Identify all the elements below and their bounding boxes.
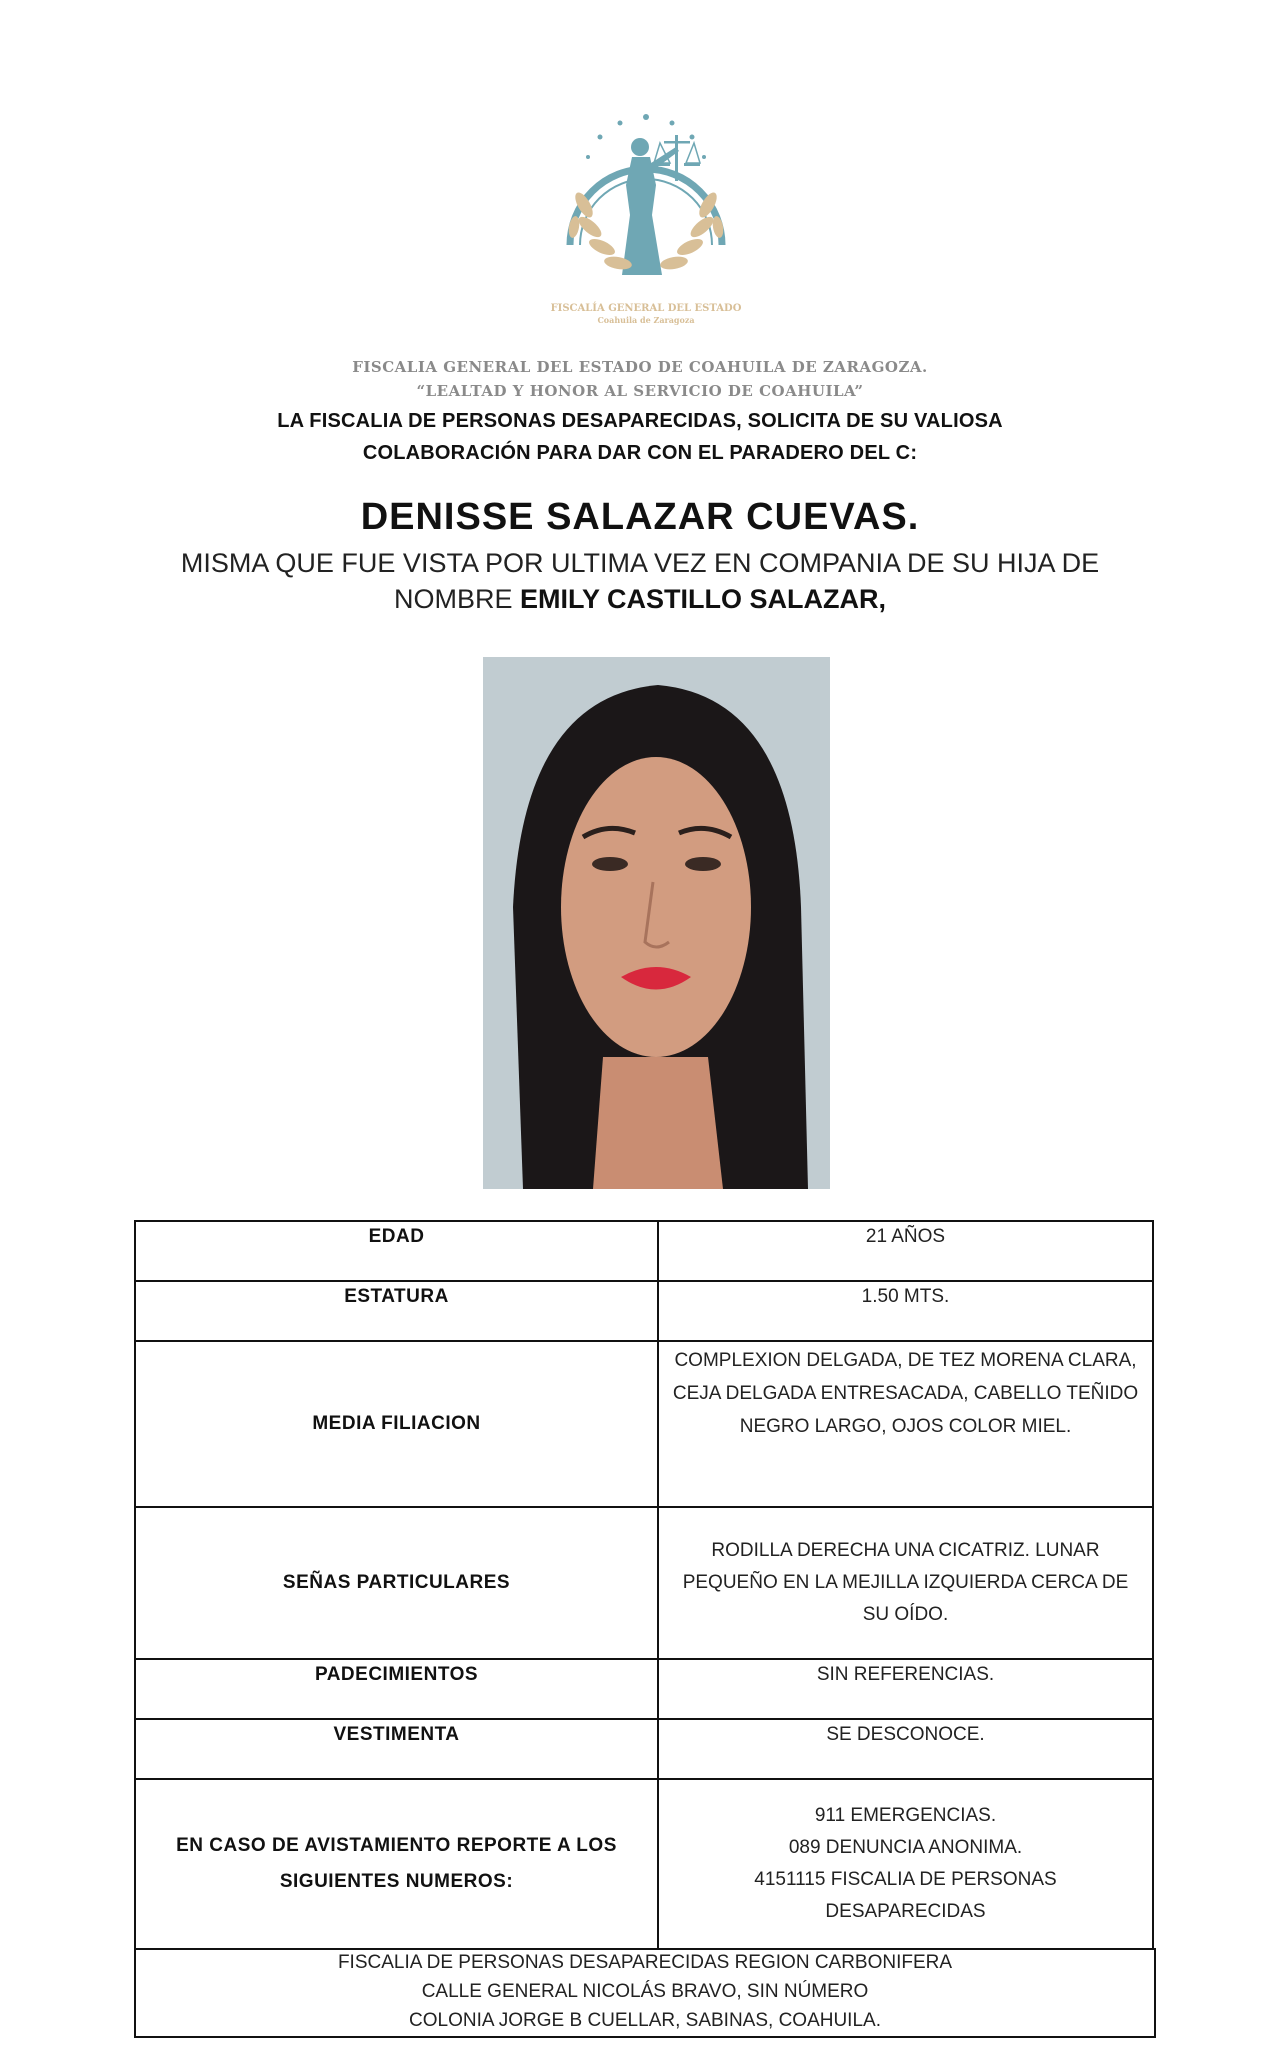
footer-line-1: FISCALIA DE PERSONAS DESAPARECIDAS REGION CARBONIFERA <box>337 1952 953 1973</box>
row-label-age: EDAD <box>135 1221 658 1281</box>
phone-fiscalia: 4151115 FISCALIA DE PERSONAS <box>754 1869 1057 1890</box>
request-line-1: LA FISCALIA DE PERSONAS DESAPARECIDAS, SOLICITA DE SU VALIOSA <box>277 410 1003 432</box>
companion-name: EMILY CASTILLO SALAZAR, <box>519 584 887 614</box>
row-label-report: EN CASO DE AVISTAMIENTO REPORTE A LOS SIGUIENTES NUMEROS: <box>135 1779 658 1949</box>
row-value-description: COMPLEXION DELGADA, DE TEZ MORENA CLARA, CEJA DELGADA ENTRESACADA, CABELLO TEÑIDO NEGRO LARGO, OJOS COLOR MIEL. <box>658 1341 1153 1507</box>
request-line-2: COLABORACIÓN PARA DAR CON EL PARADERO DEL C: <box>362 442 918 464</box>
phone-anonymous: 089 DENUNCIA ANONIMA. <box>788 1837 1023 1858</box>
last-seen-prefix: NOMBRE <box>393 584 520 614</box>
fiscalia-logo <box>540 95 752 330</box>
table-row <box>135 1719 1153 1779</box>
row-label-conditions: PADECIMIENTOS <box>135 1659 658 1719</box>
logo-name-line1: FISCALÍA GENERAL DEL ESTADO <box>550 303 742 314</box>
row-value-clothing: SE DESCONOCE. <box>658 1719 1153 1779</box>
phone-emergency: 911 EMERGENCIAS. <box>814 1805 997 1826</box>
row-value-age: 21 AÑOS <box>658 1221 1153 1281</box>
row-value-height: 1.50 MTS. <box>658 1281 1153 1341</box>
row-label-description: MEDIA FILIACION <box>135 1341 658 1507</box>
row-label-clothing: VESTIMENTA <box>135 1719 658 1779</box>
row-value-report <box>658 1779 1153 1949</box>
footer-address <box>134 1948 1156 2038</box>
justice-emblem-icon <box>540 95 752 330</box>
logo-name-line2: Coahuila de Zaragoza <box>597 315 695 325</box>
table-row <box>135 1341 1153 1507</box>
row-label-marks: SEÑAS PARTICULARES <box>135 1507 658 1659</box>
footer-line-3: COLONIA JORGE B CUELLAR, SABINAS, COAHUILA. <box>409 2010 881 2031</box>
missing-person-name: DENISSE SALAZAR CUEVAS. <box>360 496 920 538</box>
last-seen-line-1: MISMA QUE FUE VISTA POR ULTIMA VEZ EN COMPANIA DE SU HIJA DE <box>180 548 1100 578</box>
missing-person-photo <box>483 657 830 1189</box>
phone-fiscalia-cont: DESAPARECIDAS <box>825 1901 986 1922</box>
table-row <box>135 1507 1153 1659</box>
institution-name: FISCALIA GENERAL DEL ESTADO DE COAHUILA DE ZARAGOZA. <box>352 358 928 376</box>
footer-line-2: CALLE GENERAL NICOLÁS BRAVO, SIN NÚMERO <box>421 1981 869 2002</box>
last-seen-line-2 <box>0 584 1280 615</box>
table-row <box>135 1779 1153 1949</box>
institution-motto: “LEALTAD Y HONOR AL SERVICIO DE COAHUILA” <box>416 382 864 400</box>
table-row <box>135 1281 1153 1341</box>
details-table <box>134 1220 1154 1950</box>
table-row <box>135 1659 1153 1719</box>
row-value-marks: RODILLA DERECHA UNA CICATRIZ. LUNAR PEQUEÑO EN LA MEJILLA IZQUIERDA CERCA DE SU OÍDO. <box>658 1507 1153 1659</box>
row-value-conditions: SIN REFERENCIAS. <box>658 1659 1153 1719</box>
row-label-height: ESTATURA <box>135 1281 658 1341</box>
table-row <box>135 1221 1153 1281</box>
